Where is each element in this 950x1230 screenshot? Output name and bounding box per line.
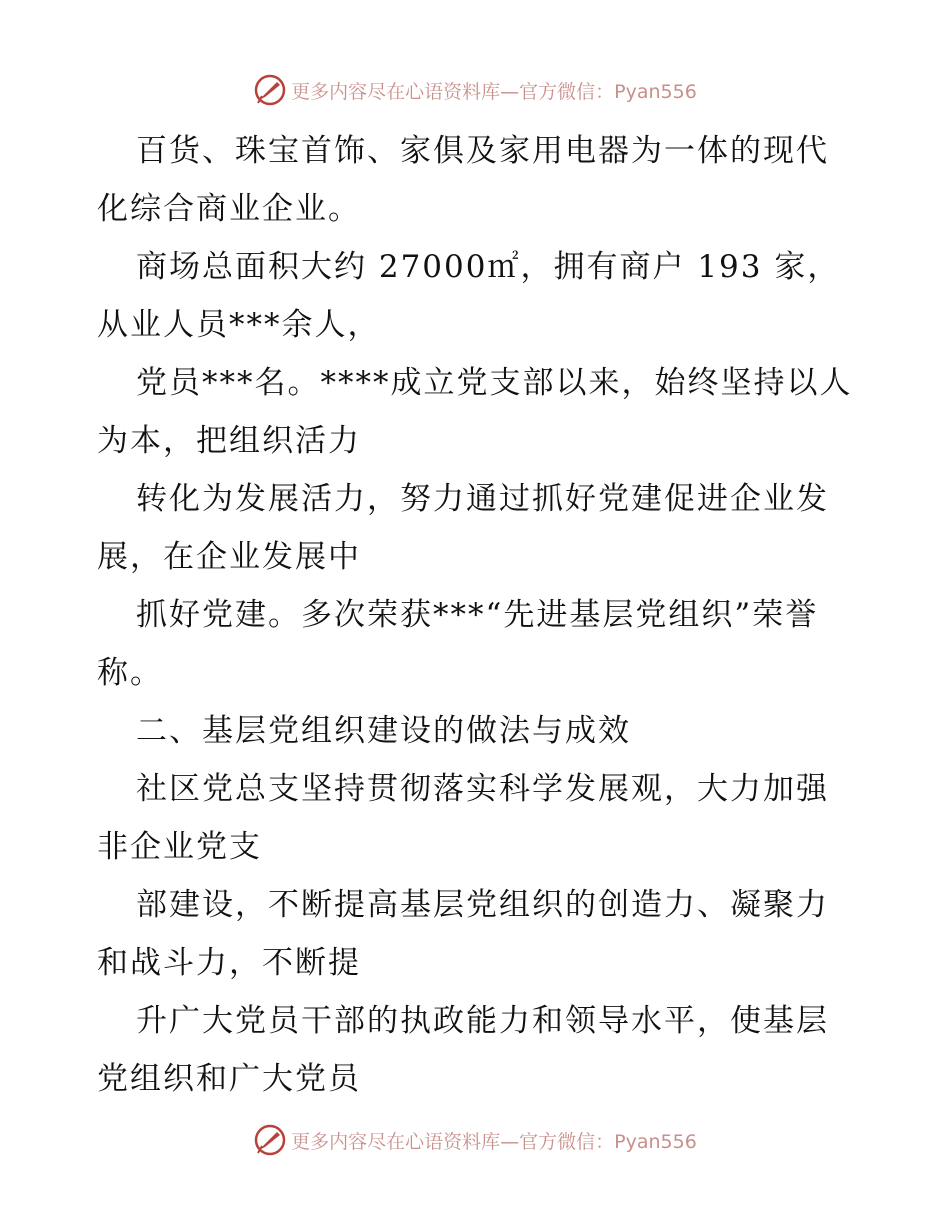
paragraph: 百货、珠宝首饰、家俱及家用电器为一体的现代化综合商业企业。 [97,133,829,227]
paragraph: 转化为发展活力，努力通过抓好党建促进企业发展，在企业发展中 [97,481,829,575]
paragraph: 商场总面积大约 27000㎡，拥有商户 193 家，从业人员***余人， [97,249,841,343]
paragraph: 党员***名。****成立党支部以来，始终坚持以人为本，把组织活力 [97,365,853,459]
footer-banner [0,1120,950,1160]
document-body [97,122,857,1108]
paragraph: 部建设，不断提高基层党组织的创造力、凝聚力和战斗力，不断提 [97,887,829,981]
quill-logo-icon [253,73,287,107]
paragraph: 升广大党员干部的执政能力和领导水平，使基层党组织和广大党员 [97,1003,829,1097]
banner-text: 更多内容尽在心语资料库—官方微信：Pyan556 [291,1130,697,1153]
paragraph: 抓好党建。多次荣获***“先进基层党组织”荣誉称。 [97,597,819,691]
section-heading: 二、基层党组织建设的做法与成效 [136,713,631,749]
header-banner [0,70,950,110]
banner-text: 更多内容尽在心语资料库—官方微信：Pyan556 [291,80,697,103]
quill-logo-icon [253,1123,287,1157]
paragraph: 社区党总支坚持贯彻落实科学发展观，大力加强非企业党支 [97,771,829,865]
